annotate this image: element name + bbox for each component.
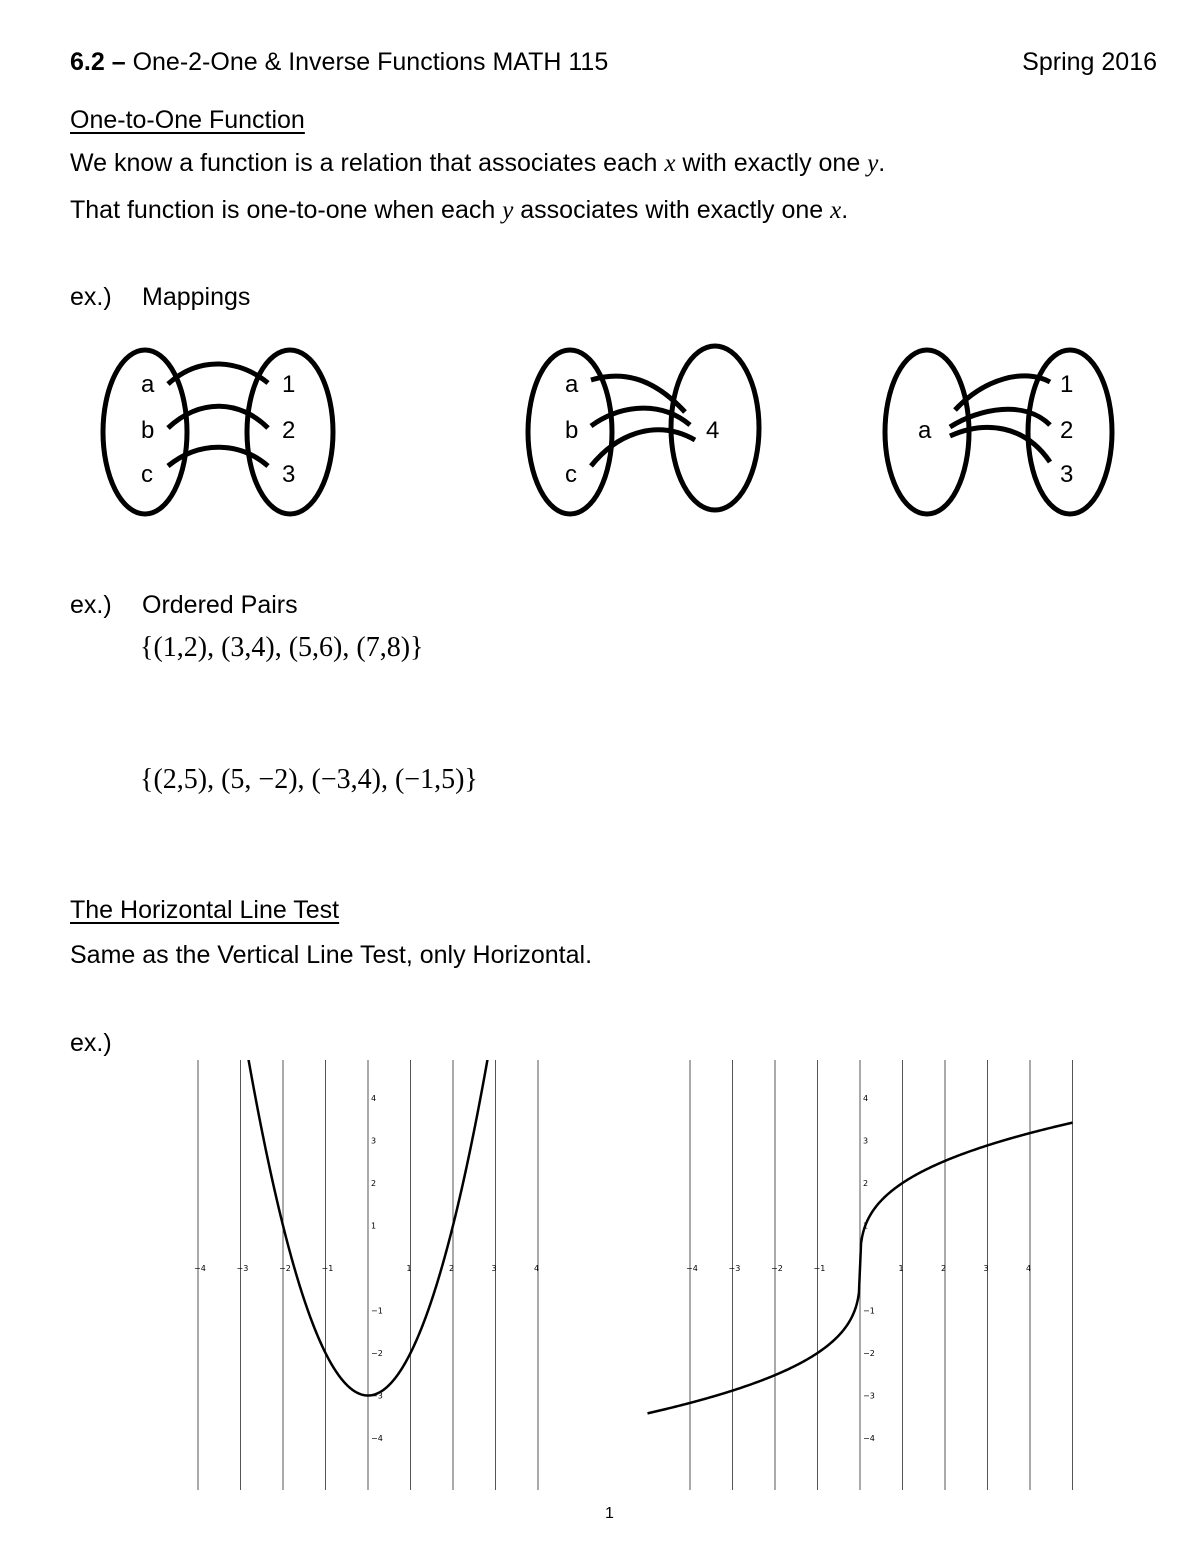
line2-text-b: associates with exactly one <box>513 196 831 224</box>
x-tick-label: −1 <box>321 1264 334 1273</box>
y-tick-label: 4 <box>863 1094 869 1103</box>
mapping-arrow <box>168 364 268 384</box>
domain-label: a <box>565 371 579 398</box>
line1-var-x: x <box>664 150 676 177</box>
line2-text-a: That function is one-to-one when each <box>70 196 503 224</box>
definition-line-2 <box>70 196 848 225</box>
section-number: 6.2 <box>70 48 105 76</box>
definition-line-1 <box>70 149 885 178</box>
x-tick-label: −4 <box>194 1264 206 1273</box>
domain-label: c <box>141 461 153 488</box>
x-tick-label: −2 <box>279 1264 291 1273</box>
horizontal-test-heading: The Horizontal Line Test <box>70 896 340 924</box>
term-label: Spring 2016 <box>1022 48 1157 76</box>
page-number: 1 <box>605 1505 614 1522</box>
x-tick-label: −2 <box>771 1264 783 1273</box>
mapping-diagram-2 <box>528 346 759 514</box>
range-label: 2 <box>282 417 296 444</box>
x-tick-label: 2 <box>449 1264 455 1273</box>
range-label: 1 <box>1060 371 1074 398</box>
domain-label: c <box>565 461 577 488</box>
domain-label: b <box>565 417 579 444</box>
y-tick-label: 3 <box>371 1136 377 1146</box>
header-dash: – <box>104 48 133 76</box>
mapping-diagram-3 <box>885 350 1112 514</box>
y-tick-label: 3 <box>863 1136 869 1146</box>
range-label: 1 <box>282 371 296 398</box>
x-tick-label: −4 <box>686 1264 698 1273</box>
range-label: 3 <box>1060 461 1074 488</box>
y-tick-label: −4 <box>863 1434 875 1443</box>
domain-label: a <box>918 417 932 444</box>
horizontal-test-text: Same as the Vertical Line Test, only Horizontal. <box>70 941 593 969</box>
y-tick-label: −2 <box>371 1349 383 1358</box>
x-tick-label: −3 <box>728 1264 741 1273</box>
mapping-arrow <box>591 430 695 466</box>
mappings-ex-label: ex.) <box>70 283 112 311</box>
range-label: 2 <box>1060 417 1074 444</box>
domain-label: a <box>141 371 155 398</box>
x-tick-label: −1 <box>813 1264 826 1273</box>
y-tick-label: 4 <box>371 1094 377 1103</box>
range-label: 3 <box>282 461 296 488</box>
ordered-pairs-set-1: {(1,2), (3,4), (5,6), (7,8)} <box>140 632 424 663</box>
x-tick-label: 4 <box>534 1264 540 1273</box>
y-tick-label: 1 <box>371 1221 377 1231</box>
cube-root-graph <box>640 1060 1100 1500</box>
x-tick-label: 1 <box>898 1264 904 1273</box>
graphs-ex-label: ex.) <box>70 1029 112 1057</box>
line2-period: . <box>841 196 849 224</box>
page-header <box>70 48 608 77</box>
ordered-pairs-ex-label: ex.) <box>70 591 112 619</box>
mapping-diagram-1 <box>103 350 333 514</box>
parabola-graph <box>180 1060 590 1500</box>
domain-label: b <box>141 417 155 444</box>
mapping-diagrams <box>0 330 1200 530</box>
y-tick-label: 2 <box>371 1179 377 1188</box>
x-tick-label: 4 <box>1026 1264 1032 1273</box>
line1-text-a: We know a function is a relation that associates each <box>70 149 665 177</box>
line1-period: . <box>878 149 886 177</box>
x-tick-label: −3 <box>236 1264 249 1273</box>
line2-var-y: y <box>502 197 514 224</box>
ordered-pairs-set-2: {(2,5), (5, −2), (−3,4), (−1,5)} <box>140 764 478 795</box>
mapping-arrow <box>591 408 690 426</box>
y-tick-label: 1 <box>863 1221 869 1231</box>
y-tick-label: −3 <box>371 1391 383 1401</box>
y-tick-label: −2 <box>863 1349 875 1358</box>
line2-var-x: x <box>830 197 842 224</box>
range-label: 4 <box>706 417 720 444</box>
x-tick-label: 1 <box>406 1264 412 1273</box>
x-tick-label: 3 <box>983 1264 989 1273</box>
mapping-arrow <box>950 409 1050 427</box>
y-tick-label: −1 <box>863 1306 875 1316</box>
y-tick-label: −1 <box>371 1306 383 1316</box>
y-tick-label: 2 <box>863 1179 869 1188</box>
y-tick-label: −3 <box>863 1391 875 1401</box>
one-to-one-heading: One-to-One Function <box>70 106 305 134</box>
x-tick-label: 2 <box>941 1264 947 1273</box>
ordered-pairs-title: Ordered Pairs <box>142 591 298 619</box>
line1-text-b: with exactly one <box>675 149 868 177</box>
line1-var-y: y <box>867 150 879 177</box>
page-title: One-2-One & Inverse Functions MATH 115 <box>132 48 609 76</box>
x-tick-label: 3 <box>491 1264 497 1273</box>
mappings-title: Mappings <box>142 283 251 311</box>
y-tick-label: −4 <box>371 1434 383 1443</box>
